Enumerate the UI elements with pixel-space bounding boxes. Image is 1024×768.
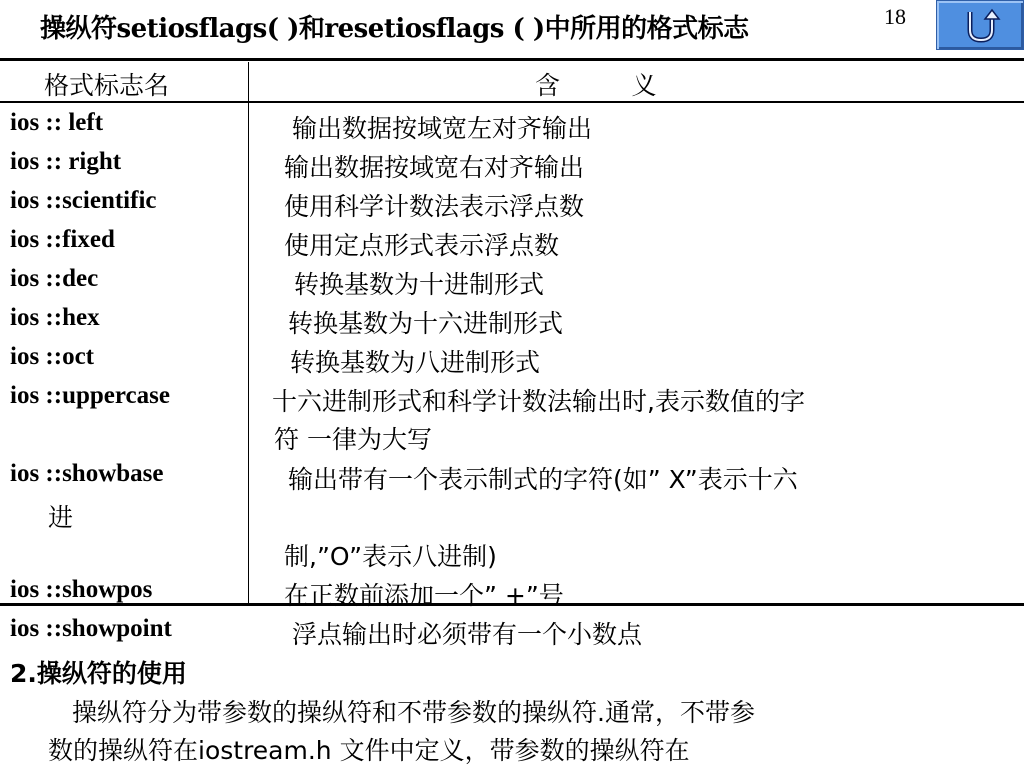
table-row-meaning: 输出数据按域宽右对齐输出 [284,153,585,182]
return-button[interactable] [936,0,1024,50]
table-row-meaning: 转换基数为八进制形式 [290,348,541,377]
table-row-flag: ios ::oct [10,343,94,370]
table-row-meaning: 转换基数为十六进制形式 [288,309,564,338]
slide-title: 操纵符setiosflags( )和resetiosflags ( )中所用的格式标志 [40,14,749,44]
header-flag-name: 格式标志名 [44,71,170,100]
header-meaning: 含 义 [535,71,657,100]
table-row-flag: ios :: left [10,109,104,136]
paragraph-line: 数的操纵符在iostream.h 文件中定义，带参数的操纵符在 [48,736,690,765]
table-row-meaning: 十六进制形式和科学计数法输出时,表示数值的字 [272,387,805,416]
u-turn-return-icon [961,6,1001,46]
table-row-meaning: 输出带有一个表示制式的字符(如” X”表示十六 [288,465,798,494]
table-row-flag: ios ::showpos [10,576,153,603]
table-row-flag-continued: 进 [48,503,74,532]
table-row-meaning: 转换基数为十进制形式 [294,270,545,299]
table-row-flag: ios ::showbase [10,460,164,487]
showpoint-meaning: 浮点输出时必须带有一个小数点 [292,620,643,649]
table-row-flag: ios ::hex [10,304,100,331]
table-top-rule [0,58,1024,61]
table-row-flag: ios ::uppercase [10,382,170,409]
table-row-flag: ios ::fixed [10,226,115,253]
showpoint-flag: ios ::showpoint [10,615,172,642]
table-row-meaning-continued: 符 一律为大写 [274,425,432,454]
table-row-meaning: 使用科学计数法表示浮点数 [284,192,585,221]
page-number: 18 [884,4,906,29]
table-row-meaning: 在正数前添加一个” +”号 [284,581,564,610]
paragraph-line: 操纵符分为带参数的操纵符和不带参数的操纵符.通常，不带参 [72,698,755,727]
table-row-meaning-continued: 制,”O”表示八进制) [284,542,497,571]
section-heading: 2.操纵符的使用 [10,659,187,688]
table-row-flag: ios ::scientific [10,187,157,214]
table-row-flag: ios ::dec [10,265,99,292]
table-row-meaning: 使用定点形式表示浮点数 [284,231,560,260]
column-divider [248,62,249,603]
table-row-flag: ios :: right [10,148,122,175]
table-row-meaning: 输出数据按域宽左对齐输出 [292,114,593,143]
